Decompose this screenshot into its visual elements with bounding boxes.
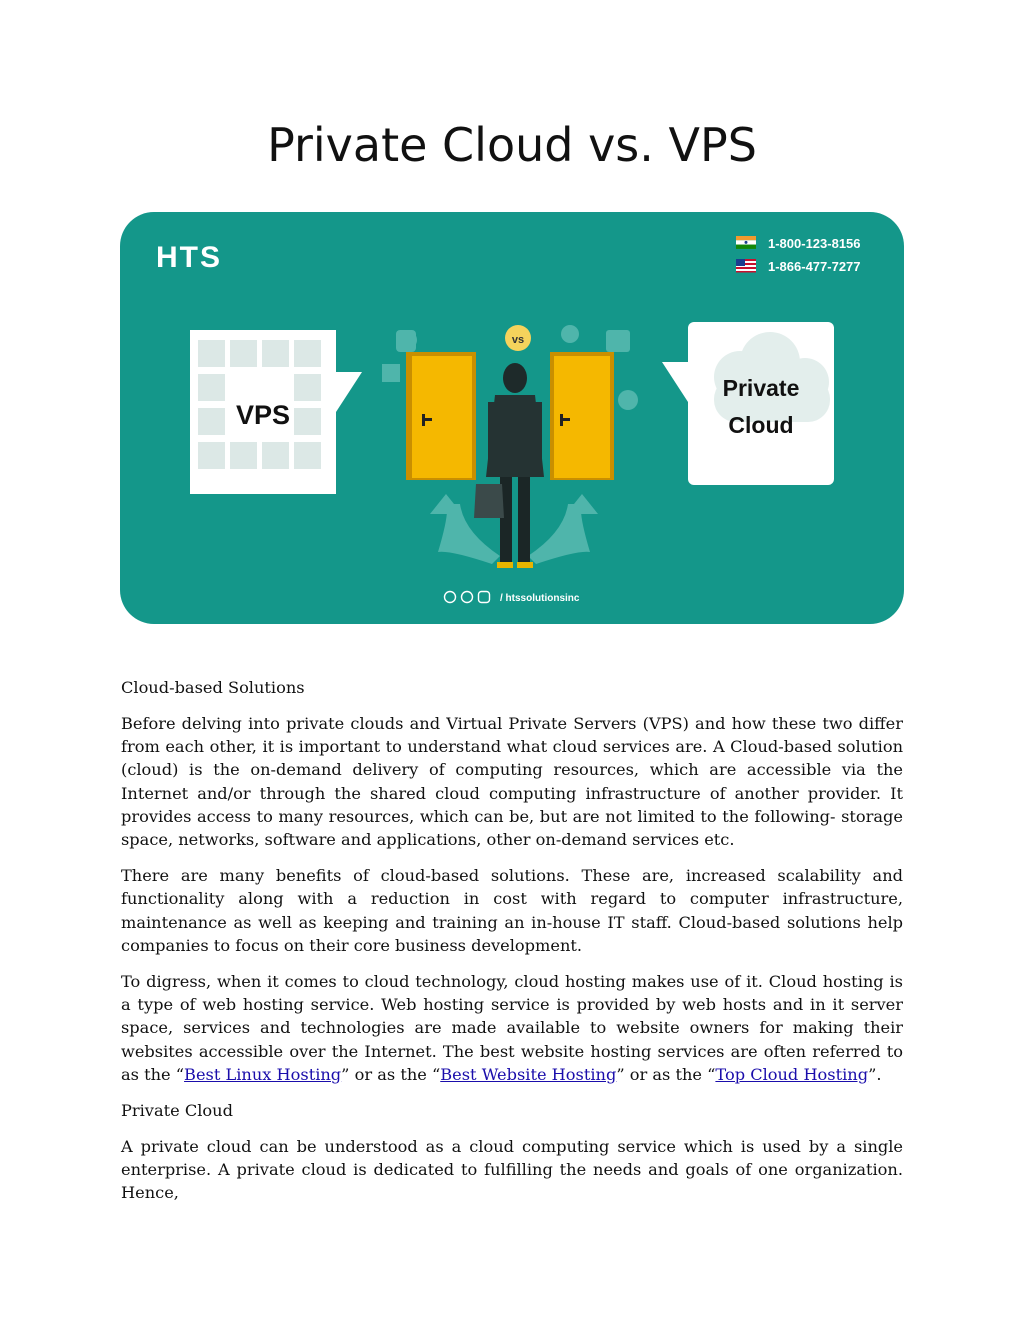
paragraph-3-text-c: ” or as the “ (616, 1064, 716, 1084)
india-flag-icon (736, 236, 756, 249)
paragraph-1: Before delving into private clouds and Virtual Private Servers (VPS) and how these two differ from each other, it is important to understand what cloud services are. A Cloud-based solution (cloud) is the on-demand delivery of computing resources, which are accessible via the Internet and/or through the shared cloud computing infrastructure of another provider. It provides access to many resources, which can be, but are not limited to the following- storage space, networks, software and applications, other on-demand services etc. (121, 714, 903, 850)
vps-label: VPS (235, 400, 291, 430)
arrows-icon (430, 494, 598, 564)
article-body (121, 676, 903, 1218)
banner-illustration (120, 212, 904, 624)
facebook-icon (445, 592, 456, 603)
paragraph-3-text-a: To digress, when it comes to cloud technology, cloud hosting makes use of it. Cloud hosting is a type of web hosting service. Web hosting service is provided by web hosts and in it server space, services and technologies are made available to website owners for making their websites accessible over the Internet. The best website hosting services are often referred to as the “ (121, 972, 903, 1084)
best-website-hosting-link[interactable]: Best Website Hosting (440, 1064, 617, 1084)
private-cloud-heading: Private Cloud (121, 1101, 233, 1121)
paragraph-3-text-b: ” or as the “ (341, 1064, 441, 1084)
private-cloud-label-line1: Private (722, 375, 800, 401)
phone-us[interactable]: 1-866-477-7277 (768, 259, 861, 274)
paragraph-3-text-d: ”. (868, 1064, 882, 1084)
phone-india[interactable]: 1-800-123-8156 (768, 236, 861, 251)
hero-banner (120, 212, 904, 624)
twitter-icon (462, 592, 473, 603)
cloud-solutions-heading: Cloud-based Solutions (121, 678, 305, 697)
social-icons (445, 592, 490, 603)
instagram-icon (479, 592, 490, 603)
private-cloud-card (662, 322, 834, 485)
vs-label: vs (511, 334, 525, 346)
right-door-icon (550, 352, 614, 480)
best-linux-hosting-link[interactable]: Best Linux Hosting (184, 1064, 342, 1084)
paragraph-3 (121, 970, 903, 1086)
brand-logo: HTS (156, 241, 222, 274)
paragraph-4: A private cloud can be understood as a cloud computing service which is used by a single enterprise. A private cloud is dedicated to fulfilling the needs and goals of one organization. Hence, (121, 1137, 903, 1203)
us-flag-icon (736, 259, 756, 273)
paragraph-2: There are many benefits of cloud-based solutions. These are, increased scalability and functionality along with a reduction in cost with regard to computer infrastructure, maintenance as well as keeping and training an in-house IT staff. Cloud-based solutions help companies to focus on their core business development. (121, 866, 903, 955)
private-cloud-label-line2: Cloud (728, 412, 794, 438)
social-handle[interactable]: / htssolutionsinc (500, 593, 580, 604)
left-door-icon (406, 352, 476, 480)
page-title: Private Cloud vs. VPS (267, 118, 757, 172)
top-cloud-hosting-link[interactable]: Top Cloud Hosting (715, 1064, 869, 1084)
vps-card (190, 330, 362, 494)
businessman-icon (474, 363, 544, 568)
